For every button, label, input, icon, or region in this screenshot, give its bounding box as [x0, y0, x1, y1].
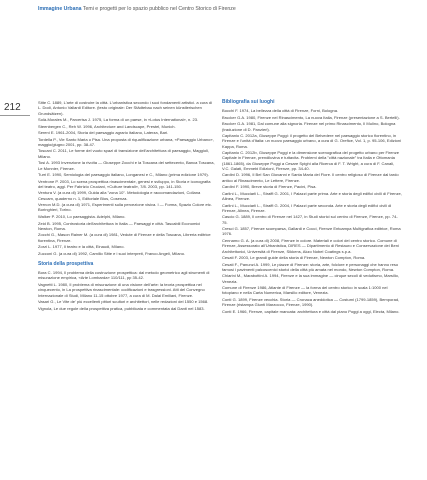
bibliography-entry: Toscani C. 2011, Le forme del vuoto spazi di transizione dell'architettura di paesaggio, Maggioli, Milano.	[38, 148, 209, 159]
bibliography-list-perspective	[38, 270, 216, 311]
bibliography-entry: Sereni E. 1961-2004, Storia del paesaggio agrario italiano, Laterza, Bari.	[38, 130, 169, 136]
bibliography-entry: Solà-Morales M., Parcerisa J. 1975, La forma di un paese, in «Lotus International», n. 23.	[38, 117, 199, 123]
bibliography-entry: Vignola, Le due regole della prospettiva pratica, pubblicata e commentata dal Danti nel 1583.	[38, 305, 205, 311]
bibliography-entry: Carlini L., Mucciarli L., Straffi G. 2004, I Palazzi parte seconda. Arte e storia degli edifici civili di Firenze, Alinea, Firenze.	[222, 202, 392, 213]
bibliography-list-places	[222, 108, 402, 314]
bibliography-entry: Steenbergen C., Reh W. 1996, Architecture and Landscape, Prestel, Munich.	[38, 123, 176, 129]
bibliography-entry: Capitanio C. 2012a, Giuseppe Poggi: il progetto del Belvedere nel paesaggio storico fiorentino, in Firenze e l'unità d'Italia: un nuovo paesaggio urbano, a cura di G. Orefice, Vol. 1, p. 95-106, Edizioni Kappa, Roma.	[222, 133, 402, 149]
bibliography-entry: Vagnetti L. 1980, Il problema di misurazione di una visione dell'arte: la teoria prospettica nel cinquecento, in La prospettiva rinascimentale: codificazioni e trasgressioni. Atti del Convegno Internazionale di Studi, Milano 11-15 ottobre 1977, a cura di M. Dalai Emiliani, Firenze.	[38, 282, 205, 298]
bibliography-entry: Ventrone P. 2003, Lo scena prospettica rinascimentale, genesi e sviluppo, in Storia e iconografia del teatro, aggi. Per Fabrizio Cruciani, «Culture teatrali», 7/8. 2003, pp. 141-150.	[38, 178, 211, 189]
bibliography-entry: Comune di Firenze 1986, Atlante di Firenze — la forma del centro storico in scala 1:1000 nel fotopiano e nella Carta Numerica, Marsilio editore, Venezia.	[222, 285, 388, 296]
section-title-places: Bibliografia sui luoghi	[222, 99, 275, 105]
bibliography-entry: Carlini L., Mucciarli L., Straffi G. 2001, I Palazzi parte prima. Arte e storia degli edifici civili di Firenze, Alinea, Firenze.	[222, 190, 402, 202]
left-column	[38, 100, 216, 312]
bibliography-entry: Brucker G.A. 1981, Dal comune alla signoria. Firenze nel primo Rinascimento, Il Mulino, Bologna (traduzione di D. Panzieri).	[222, 121, 396, 132]
bibliography-list-general	[38, 100, 216, 256]
right-column	[222, 100, 402, 315]
page-number: 212	[4, 102, 21, 113]
bibliography-entry: Turri E. 1990, Semiologia del paesaggio italiano, Longanesi e C., Milano (prima edizione 1979).	[38, 172, 209, 178]
bibliography-entry: Bora C. 1994, Il problema della costruzione prospettica: dal metodo geometrico agli strumenti di misurazione empirica, «Arte Lombarda» 110/111, pp 35-42.	[38, 270, 210, 281]
bibliography-entry: Capitanio C. 2012b, Giuseppe Poggi e la dimensione scenografica del progetto urbano per Firenze Capitale in Firenze, prendiluvina e tuttavita. Problemi della "città nazionale" tra Italia e Ottomania (1861-1865), da Giuseppe Poggi a Cesare Spighi alla Ricerca di F. T. Wright, a cura di F. Canali, V.C. Galati, Emmebi Edizioni, Firenze, pp. 34-40.	[222, 150, 400, 171]
bibliography-entry: Zeid B. 1995, Controstoria dell'architettura in Italia — Paesaggi e città. Tascabili Economici Newton, Roma.	[38, 220, 201, 231]
bibliography-entry: Tordella P., Vie Santo Maria o Pisa. Una proposta di riqualificazione urbana, «Paesaggio Urbano», maggio/giugno 2001, pp. 38-47.	[38, 136, 214, 147]
bibliography-entry: Cesati F. 2003, Le grandi guide della storia di Firenze, Newton Compton, Roma.	[222, 255, 366, 261]
bibliography-entry: Ventura V. (a cura di) 1999, Guida alla "zona 10". Metodologia e raccomandazioni, Collana Cescam, quaderno n. 1, Editoriale Bios, Cosenza.	[38, 190, 201, 201]
header-brand: Immagine Urbana	[38, 6, 82, 12]
bibliography-entry: Cardini D. 1996, Il Bel San Giovanni e Santa Maria del Fiore. Il centro religioso di Firenze dal tardo antico al Rinascimento, Le Lettere, Firenze.	[222, 172, 399, 183]
bibliography-entry: Vernon M.D. (a cura di) 1971, Esperimenti sulla percezione visiva. I — Forma, Spazio Colore etc. Boringhieri, Torino.	[38, 202, 212, 213]
bibliography-entry: Cennamo G. A. (a cura di) 2008, Firenze in colore. Materiali e colori del centro storico. Comune di Firenze, Assessorato all'Urbanistica, DIRES — Dipartimento di Restauro e Conservazione dei Beni Architettonici, Università di Firenze, Sikkens, Akzo Nobel Coatings s.p.a.	[222, 238, 399, 254]
bibliography-entry: Conti E. 1966, Firenze, capitale mancata: architettura e città dal piano Poggi a oggi, Electa, Milano.	[222, 308, 400, 314]
bibliography-entry: Cardini F. 1990, Breve storia di Firenze, Pacini, Pisa.	[222, 184, 317, 190]
margin-rule	[0, 115, 30, 116]
bibliography-entry: Chiarini M., Marabottini A. 1994, Firenze e la sua immagine — cinque secoli di vedutismo, Marsilio, Venezia.	[222, 273, 400, 284]
bibliography-entry: Vasari G., Le Vite de' più eccellenti pittori scultori e architettori, nelle redazioni del 1550 e 1568.	[38, 299, 209, 305]
bibliography-entry: Brucker G.A. 1980, Firenze nel Rinascimento, La nuova Italia, Firenze (presentazione a S. Bertelli).	[222, 114, 400, 120]
bibliography-entry: Cesati F., Panunzi A. 1999, Le piazze di Firenze: storia, arte, folclore e personaggi che hanno reso famosi i pavimenti palcoscenici storici della città più amata nel mondo, Newton Compton, Roma.	[222, 261, 399, 272]
bibliography-entry: Zucconi G. (a cura di) 1992, Camillo Sitte e i suoi interpreti, Franco Angeli, Milano.	[38, 250, 186, 256]
bibliography-entry: Walker P. 2010, Lo paesaggista. Adelphi, Milano.	[38, 214, 126, 220]
bibliography-entry: Cascio G. 1889, Il centro di Firenze nel 1427, in Studi storici sul centro di Firenze, Firenze, pp. 74-75.	[222, 214, 398, 225]
bibliography-entry: Bocchi F. 1974, La bellezza della città di Firenze, Forni, Bologna.	[222, 108, 339, 114]
header-subtitle: Temi e progetti per lo spazio pubblico nel Centro Storico di Firenze	[82, 6, 236, 12]
bibliography-entry: Zorzi L. 1977, Il teatro e la città, Einaudi, Milano.	[38, 244, 125, 250]
bibliography-entry: Sitte C. 1889, L'arte di costruire la città. L'urbanistica secondo i suoi fondamenti artistici. a cura di L. Dodi, Antonio Vallardi Editore. (testo originale: Der Städtebau nach seinen künstlerischen Grundsätzen).	[38, 100, 212, 116]
bibliography-entry: Tosi A. 1993 Invenzione la rivolta — Giuseppe Zocchi e la Toscana del settecento, Banca Toscana, Le Monnier, Firenze.	[38, 160, 215, 171]
section-title-perspective: Storia della prospettiva	[38, 260, 94, 267]
bibliography-entry: Cresci G. 1857, Firenze scomparsa, Gallardi e Cocci, Firenze Entcampa Multigrafica editrice, Roma 1976.	[222, 226, 401, 237]
bibliography-entry: Zocchi G., Mason Rainer M. (a cura di) 1981, Vedute di Firenze e della Toscana, Libreria editrice fiorentina, Firenze.	[38, 232, 211, 243]
bibliography-entry: Conti G. 1899, Firenze vecchia. Storia — Cronaca aneddotica — Costumi (1799-1859), Bemporad, Firenze (ristampa Giunti Marzocco, Firenze, 1990).	[222, 297, 400, 308]
running-header	[38, 6, 236, 12]
